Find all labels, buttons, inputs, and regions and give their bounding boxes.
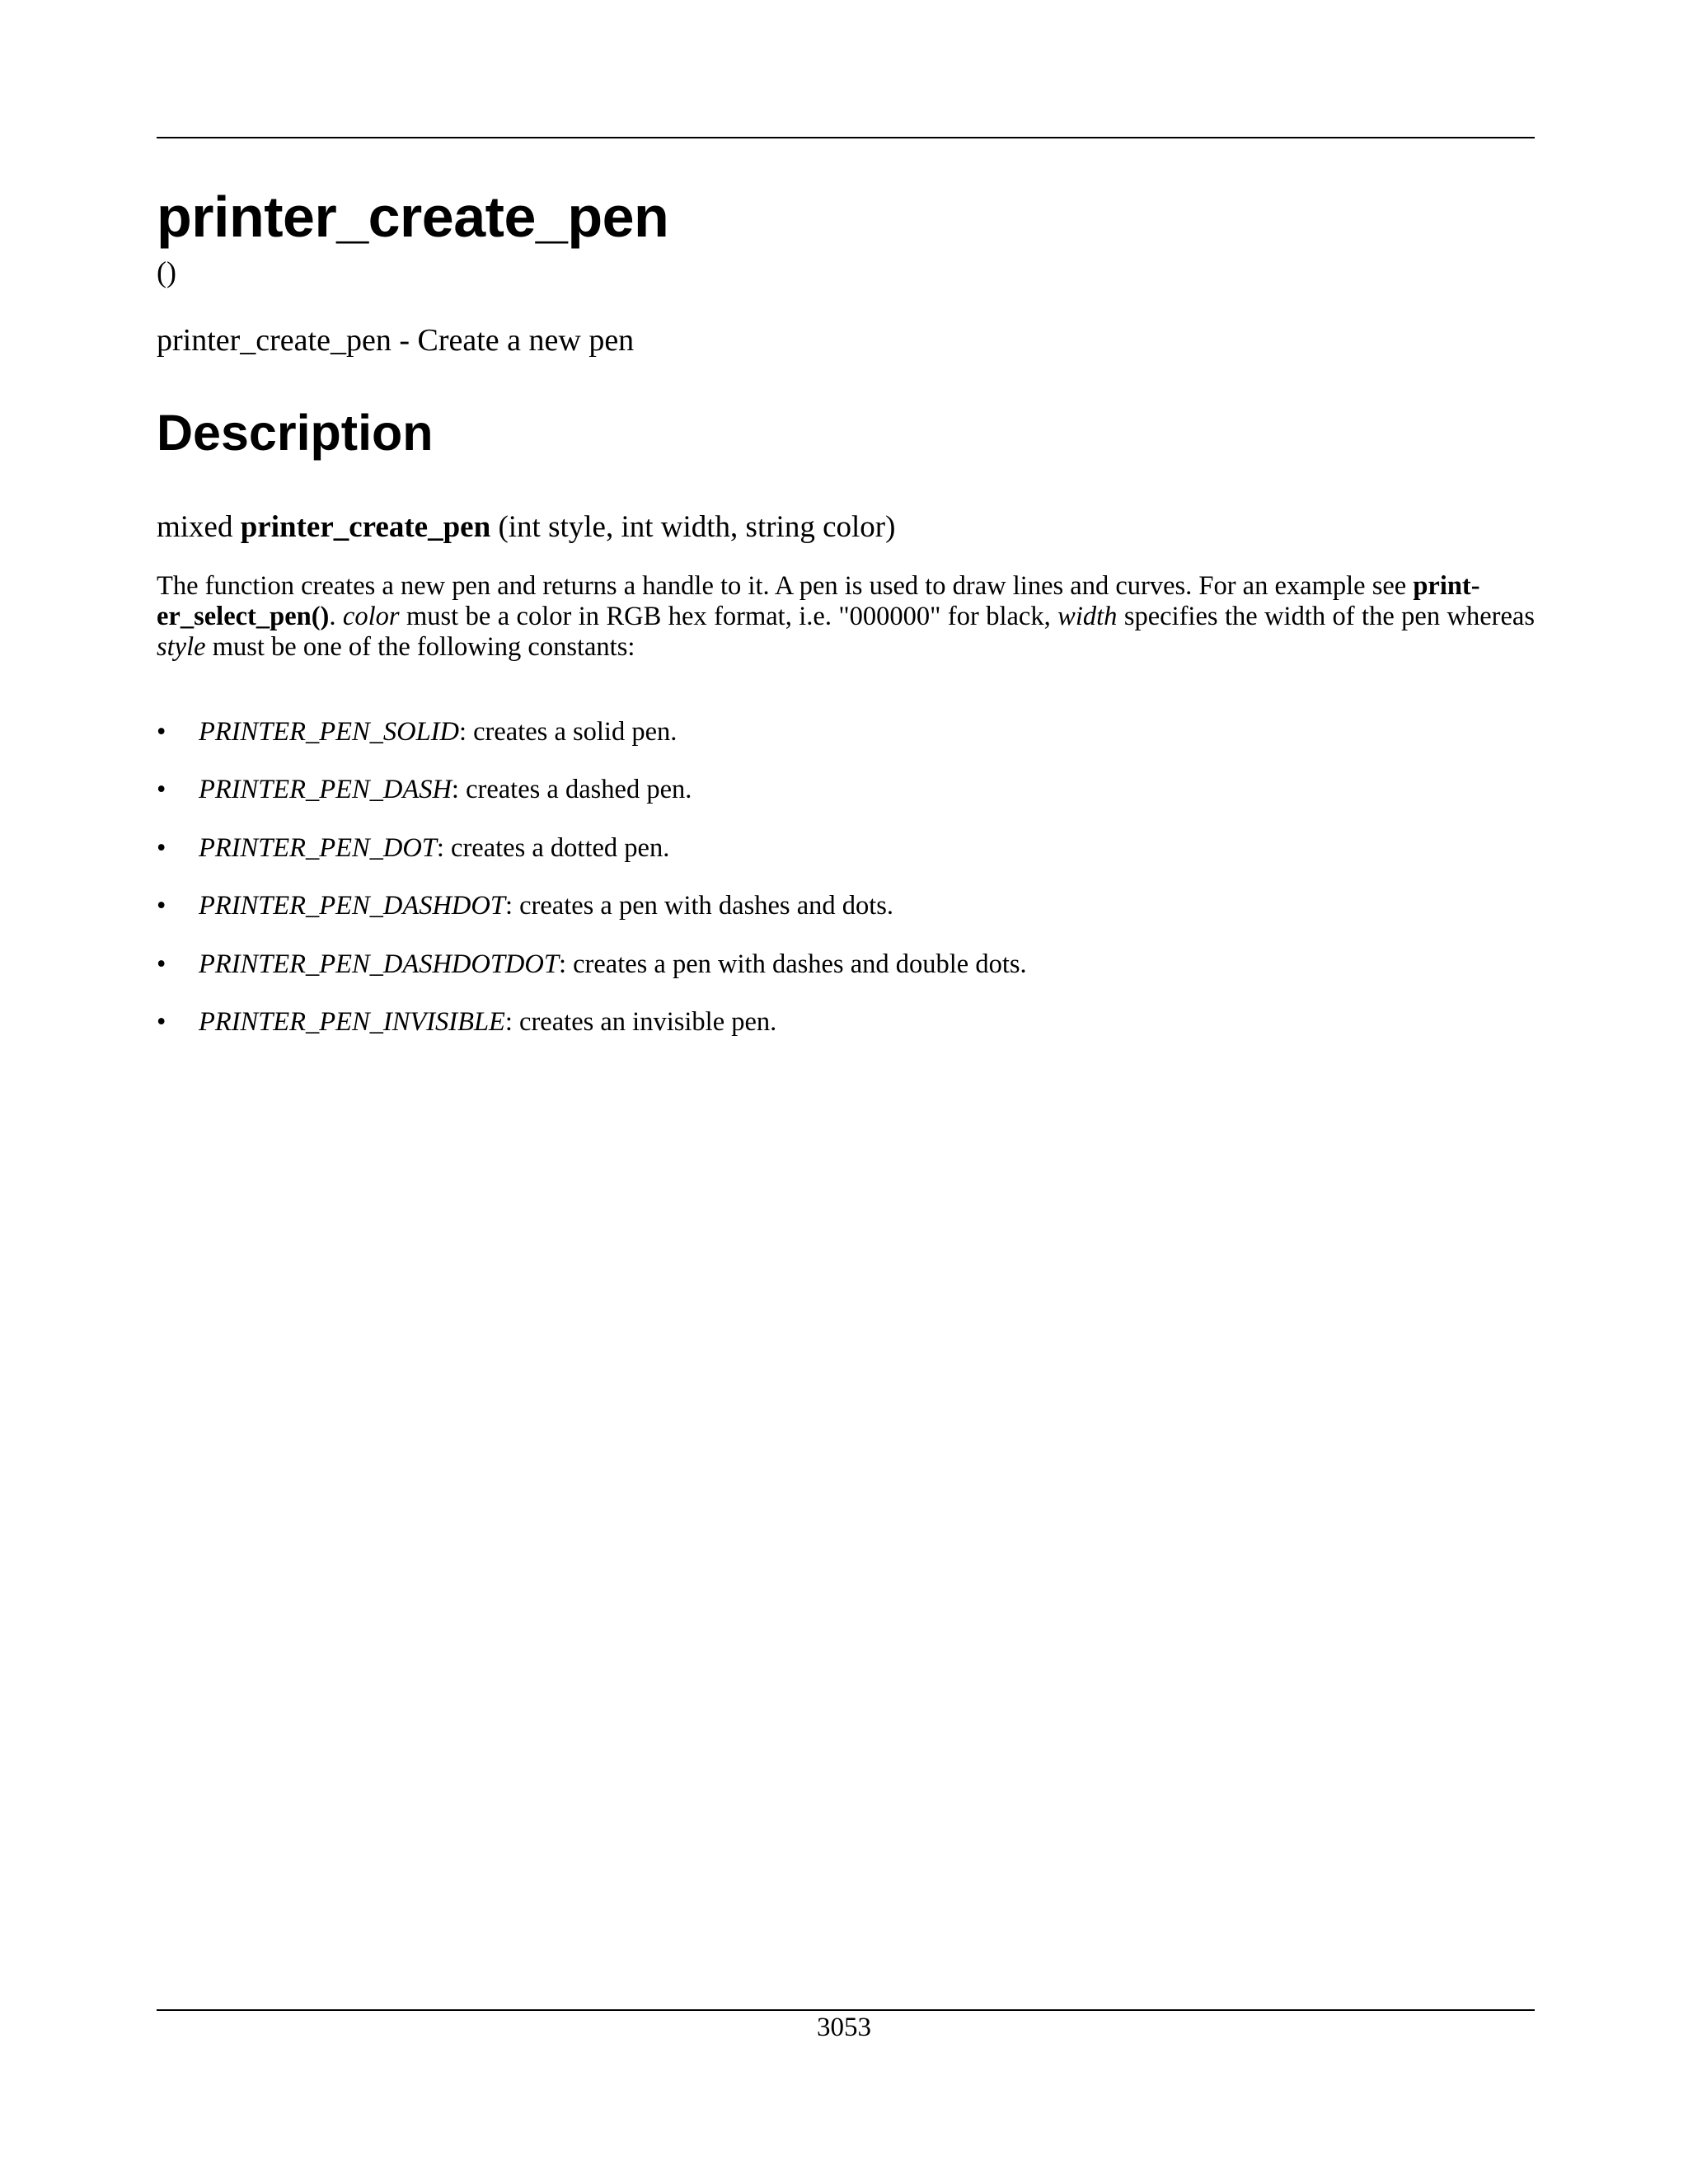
bullet: • bbox=[157, 717, 166, 747]
description-paragraph bbox=[157, 571, 1535, 663]
constant-desc: : creates a solid pen. bbox=[458, 717, 678, 747]
synopsis-return-type: mixed bbox=[157, 510, 233, 544]
bullet: • bbox=[157, 891, 166, 921]
synopsis-function-name: printer_create_pen bbox=[240, 510, 491, 544]
function-synopsis bbox=[157, 512, 895, 542]
constants-list bbox=[157, 717, 1027, 1065]
paragraph-text: . bbox=[329, 602, 343, 631]
list-item bbox=[157, 1007, 1027, 1065]
bullet: • bbox=[157, 1006, 166, 1037]
paragraph-text: must be a color in RGB hex format, i.e. "000000" for black, bbox=[399, 602, 1058, 631]
list-item bbox=[157, 891, 1027, 949]
bullet: • bbox=[157, 832, 166, 863]
constant-name: PRINTER_PEN_DOT bbox=[199, 832, 437, 863]
page-number: 3053 bbox=[817, 2013, 871, 2042]
list-item bbox=[157, 717, 1027, 775]
constant-name: PRINTER_PEN_INVISIBLE bbox=[199, 1006, 505, 1037]
bullet: • bbox=[157, 949, 166, 979]
list-item bbox=[157, 775, 1027, 832]
constant-desc: : creates a pen with dashes and dots. bbox=[504, 891, 894, 921]
constant-desc: : creates an invisible pen. bbox=[504, 1006, 777, 1037]
constant-desc: : creates a dotted pen. bbox=[436, 832, 670, 863]
param-color: color bbox=[342, 602, 400, 631]
page-title: printer_create_pen bbox=[157, 185, 669, 249]
function-purpose: printer_create_pen - Create a new pen bbox=[157, 323, 635, 358]
param-style: style bbox=[157, 632, 206, 662]
constant-name: PRINTER_PEN_DASHDOT bbox=[199, 891, 505, 921]
constant-desc: : creates a pen with dashes and double dots. bbox=[558, 949, 1027, 979]
section-heading-description: Description bbox=[157, 405, 434, 461]
param-width: width bbox=[1057, 602, 1118, 631]
link-text-part2[interactable]: er_select_pen() bbox=[157, 602, 330, 631]
footer-rule bbox=[157, 2009, 1535, 2011]
constant-name: PRINTER_PEN_DASH bbox=[199, 775, 452, 805]
bullet: • bbox=[157, 775, 166, 805]
link-text-part1[interactable]: print- bbox=[1413, 571, 1480, 601]
title-parens: () bbox=[157, 255, 176, 288]
list-item bbox=[157, 949, 1027, 1007]
header-rule bbox=[157, 137, 1535, 138]
synopsis-params: (int style, int width, string color) bbox=[498, 510, 896, 544]
constant-desc: : creates a dashed pen. bbox=[451, 775, 692, 805]
paragraph-text: specifies the width of the pen whereas bbox=[1117, 602, 1536, 631]
constant-name: PRINTER_PEN_DASHDOTDOT bbox=[199, 949, 559, 979]
paragraph-text: The function creates a new pen and returns a handle to it. A pen is used to draw lines and curves. For an example see bbox=[157, 571, 1414, 601]
list-item bbox=[157, 833, 1027, 891]
constant-name: PRINTER_PEN_SOLID bbox=[199, 717, 459, 747]
paragraph-text: must be one of the following constants: bbox=[205, 632, 635, 662]
